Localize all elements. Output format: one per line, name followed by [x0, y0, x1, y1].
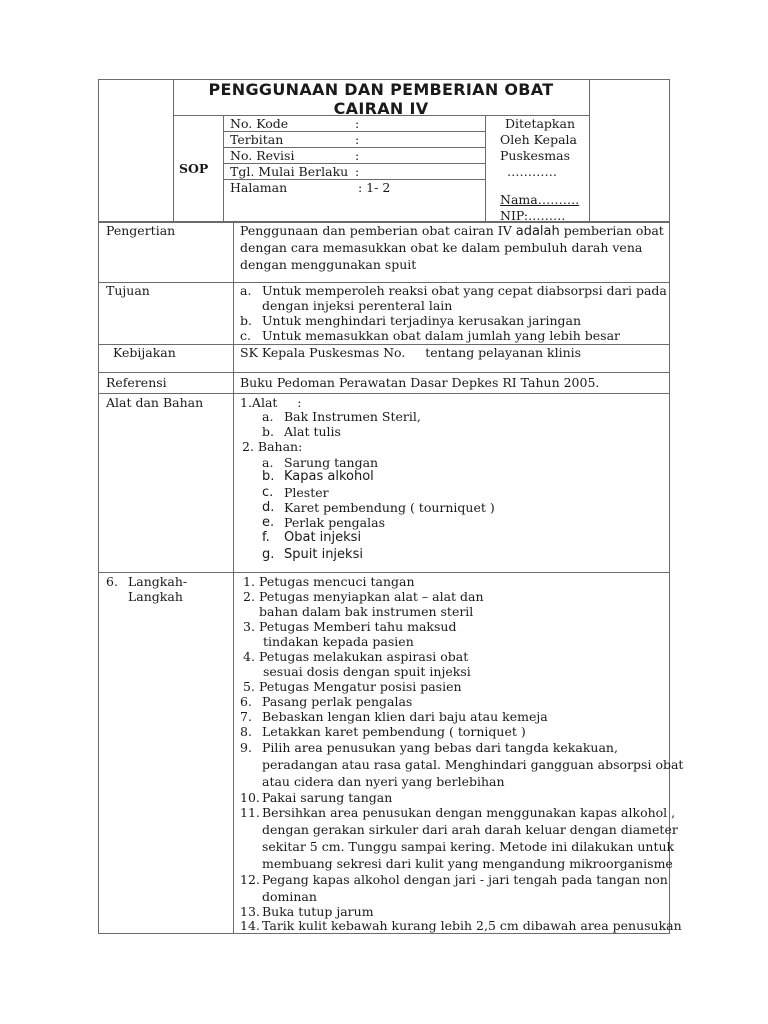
field-label: Halaman — [230, 180, 288, 195]
step-text: tindakan kepada pasien — [263, 634, 414, 649]
row-label-kebijakan: Kebijakan — [113, 345, 176, 360]
pengertian-text: Penggunaan dan pemberian obat cairan IV — [240, 223, 516, 238]
row-label-alat-bahan: Alat dan Bahan — [106, 395, 204, 410]
field-value: : — [355, 116, 360, 131]
field-value: : — [355, 164, 360, 179]
step-text: atau cidera dan nyeri yang berlebihan — [262, 774, 505, 789]
field-label: Tgl. Mulai Berlaku — [230, 164, 349, 179]
pengertian-text: pemberian obat — [559, 223, 664, 238]
field-value: : 1- 2 — [358, 180, 391, 195]
bahan-marker: g. — [262, 547, 275, 562]
document-title — [173, 80, 589, 118]
step-text: Pakai sarung tangan — [262, 790, 393, 805]
approval-nama: Nama………. — [500, 192, 580, 207]
alat-marker: b. — [262, 424, 274, 439]
approval-nip: NIP:……… — [500, 208, 566, 223]
bahan-marker: c. — [262, 485, 274, 500]
step-marker: 4. — [243, 649, 255, 664]
row-label-number: 6. — [106, 574, 118, 589]
bahan-item: Spuit injeksi — [284, 547, 363, 562]
row-label-pengertian: Pengertian — [106, 223, 176, 238]
pengertian-line-1 — [240, 223, 664, 239]
field-label: Terbitan — [230, 132, 284, 147]
step-text: Petugas menyiapkan alat – alat dan — [259, 589, 484, 604]
label-column-divider — [233, 222, 234, 934]
row-sep — [98, 393, 670, 394]
pengertian-line-2: dengan cara memasukkan obat ke dalam pembuluh darah vena — [240, 240, 643, 255]
bahan-item: Perlak pengalas — [284, 515, 385, 530]
step-marker: 5. — [243, 679, 255, 694]
step-marker: 11. — [240, 805, 260, 820]
field-value: : — [355, 148, 360, 163]
step-text: Pasang perlak pengalas — [262, 694, 413, 709]
field-value: : — [355, 132, 360, 147]
step-text: Bersihkan area penusukan dengan menggunakan kapas alkohol , — [262, 805, 676, 820]
tujuan-marker: a. — [240, 283, 252, 298]
step-text: dominan — [262, 889, 317, 904]
step-marker: 6. — [240, 694, 252, 709]
kebijakan-text: SK Kepala Puskesmas No. tentang pelayanan klinis — [240, 345, 582, 360]
step-text: Pegang kapas alkohol dengan jari - jari tengah pada tangan non — [262, 872, 668, 887]
step-text: Letakkan karet pembendung ( torniquet ) — [262, 724, 526, 739]
pengertian-adalah: adalah — [515, 224, 560, 239]
tujuan-marker: b. — [240, 313, 252, 328]
alat-marker: a. — [262, 409, 274, 424]
approval-line: Oleh Kepala — [500, 132, 577, 147]
row-label-referensi: Referensi — [106, 375, 167, 390]
bahan-item: Kapas alkohol — [284, 469, 374, 484]
fields-right — [485, 115, 486, 222]
row-sep — [98, 372, 670, 373]
step-text: bahan dalam bak instrumen steril — [259, 604, 474, 619]
sop-label: SOP — [179, 161, 209, 176]
bahan-item: Obat injeksi — [284, 530, 362, 545]
alat-item: Alat tulis — [284, 424, 341, 439]
tujuan-text: Untuk menghindari terjadinya kerusakan jaringan — [262, 313, 582, 328]
referensi-text: Buku Pedoman Perawatan Dasar Depkes RI Tahun 2005. — [240, 375, 600, 390]
step-marker: 10. — [240, 790, 260, 805]
title-line-2: CAIRAN IV — [333, 99, 429, 118]
row-label-langkah: Langkah- — [128, 574, 188, 589]
bahan-item: Karet pembendung ( tourniquet ) — [284, 500, 495, 515]
bahan-heading: 2. Bahan: — [242, 439, 303, 454]
step-marker: 12. — [240, 872, 260, 887]
approval-line: Ditetapkan — [505, 116, 575, 131]
step-marker: 1. — [243, 574, 255, 589]
step-text: Buka tutup jarum — [262, 904, 374, 919]
approval-line: Puskesmas — [500, 148, 570, 163]
tujuan-text: Untuk memasukkan obat dalam jumlah yang lebih besar — [262, 328, 621, 343]
field-label: No. Kode — [230, 116, 289, 131]
step-marker: 2. — [243, 589, 255, 604]
row-sep — [98, 572, 670, 573]
step-text: Petugas melakukan aspirasi obat — [259, 649, 469, 664]
step-text: Tarik kulit kebawah kurang lebih 2,5 cm dibawah area penusukan — [262, 918, 682, 933]
tujuan-marker: c. — [240, 328, 251, 343]
step-text: Pilih area penusukan yang bebas dari tangda kekakuan, — [262, 740, 618, 755]
approval-dots: ………… — [507, 164, 557, 179]
field-label: No. Revisi — [230, 148, 295, 163]
step-text: Petugas Mengatur posisi pasien — [259, 679, 462, 694]
bahan-marker: d. — [262, 500, 275, 515]
bahan-item: Sarung tangan — [284, 455, 379, 470]
step-marker: 13. — [240, 904, 260, 919]
alat-item: Bak Instrumen Steril, — [284, 409, 421, 424]
step-text: peradangan atau rasa gatal. Menghindari gangguan absorpsi obat — [262, 757, 684, 772]
header-divider-right — [589, 79, 590, 222]
step-marker: 8. — [240, 724, 252, 739]
step-marker: 7. — [240, 709, 252, 724]
bahan-marker: f. — [262, 530, 270, 545]
step-text: Bebaskan lengan klien dari baju atau kemeja — [262, 709, 548, 724]
step-marker: 9. — [240, 740, 252, 755]
step-text: sesuai dosis dengan spuit injeksi — [263, 664, 471, 679]
alat-heading: 1.Alat : — [240, 395, 302, 410]
pengertian-line-3: dengan menggunakan spuit — [240, 257, 417, 272]
row-label-langkah: Langkah — [128, 589, 183, 604]
bahan-marker: a. — [262, 455, 274, 470]
step-marker: 3. — [243, 619, 255, 634]
step-text: dengan gerakan sirkuler dari arah darah keluar dengan diameter — [262, 822, 678, 837]
title-line-1: PENGGUNAAN DAN PEMBERIAN OBAT — [208, 80, 554, 99]
step-text: Petugas mencuci tangan — [259, 574, 415, 589]
bahan-item: Plester — [284, 485, 329, 500]
bahan-marker: e. — [262, 515, 275, 530]
step-text: Petugas Memberi tahu maksud — [259, 619, 457, 634]
step-marker: 14. — [240, 918, 260, 933]
step-text: sekitar 5 cm. Tunggu sampai kering. Metode ini dilakukan untuk — [262, 839, 675, 854]
tujuan-text: dengan injeksi perenteral lain — [262, 298, 453, 313]
tujuan-text: Untuk memperoleh reaksi obat yang cepat diabsorpsi dari pada — [262, 283, 667, 298]
bahan-marker: b. — [262, 469, 275, 484]
step-text: membuang sekresi dari kulit yang mengandung mikroorganisme — [262, 856, 673, 871]
row-label-tujuan: Tujuan — [106, 283, 150, 298]
